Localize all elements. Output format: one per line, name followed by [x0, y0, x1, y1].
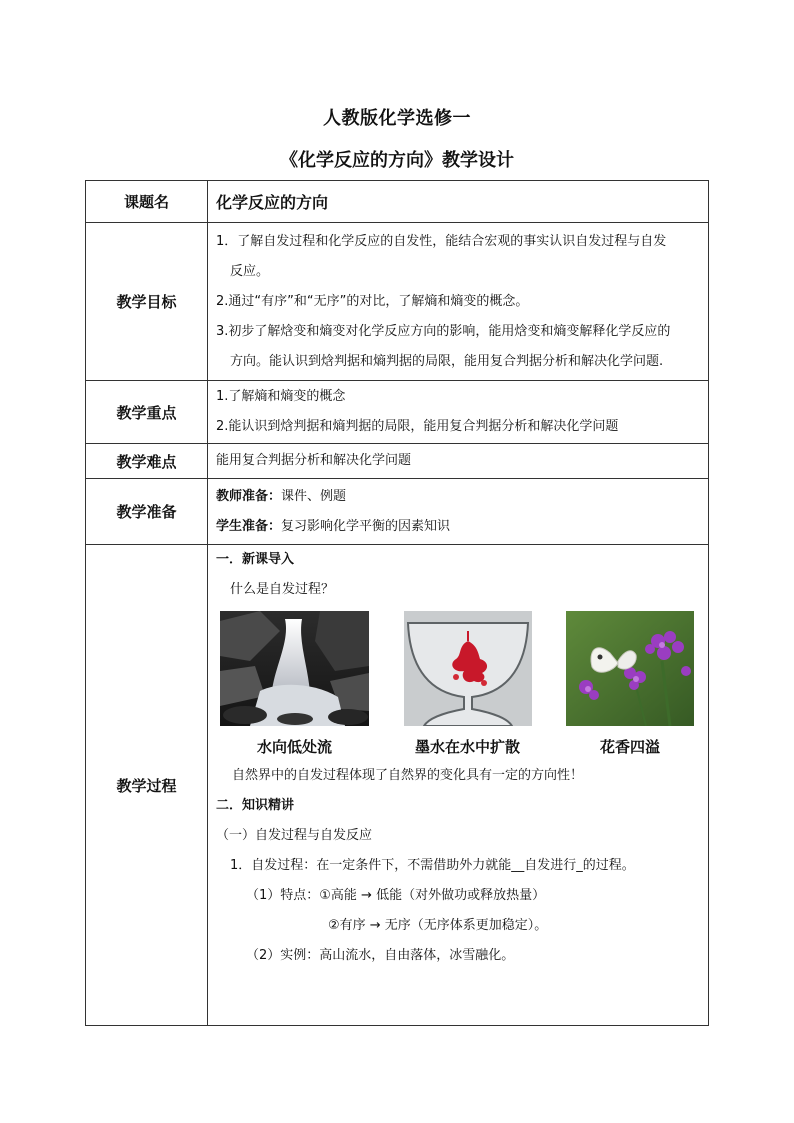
definition-line: 1．自发过程：在一定条件下，不需借助外力就能__自发进行_的过程。 — [230, 858, 635, 873]
goal-line: 反应。 — [230, 263, 270, 279]
summary-line: 自然界中的自发过程体现了自然界的变化具有一定的方向性！ — [232, 768, 584, 783]
teacher-prep-label: 教师准备： — [216, 488, 282, 504]
goals-label: 教学目标 — [86, 223, 208, 381]
feature-line-2: ②有序 → 无序（无序体系更加稳定）。 — [328, 918, 548, 933]
row-goals — [86, 223, 709, 381]
student-prep-line — [216, 512, 700, 542]
difficulties-value: 能用复合判据分析和解决化学问题 — [216, 453, 412, 468]
teacher-prep-value: 课件、例题 — [281, 488, 347, 504]
flower-butterfly-image — [566, 611, 694, 726]
difficulties-label: 教学难点 — [86, 444, 208, 479]
row-preparation — [86, 479, 709, 545]
photo-caption: 墨水在水中扩散 — [414, 738, 520, 756]
student-prep-value: 复习影响化学平衡的因素知识 — [281, 518, 451, 534]
goals-cell — [208, 223, 709, 381]
teacher-prep-line — [216, 482, 700, 512]
process-cell — [208, 545, 709, 1026]
subsection-heading: （一）自发过程与自发反应 — [216, 828, 373, 843]
photo-caption: 花香四溢 — [599, 738, 660, 756]
goal-line: 2.通过“有序”和“无序”的对比，了解熵和熵变的概念。 — [216, 293, 529, 309]
section2-heading: 二．知识精讲 — [216, 798, 295, 813]
row-process — [86, 545, 709, 1026]
photo-flower — [566, 611, 694, 757]
photo-waterfall — [220, 611, 369, 757]
preparation-label: 教学准备 — [86, 479, 208, 545]
goal-line: 3.初步了解焓变和熵变对化学反应方向的影响，能用焓变和熵变解释化学反应的 — [216, 323, 671, 339]
key-point-line: 1.了解熵和熵变的概念 — [216, 389, 346, 404]
difficulties-cell — [208, 444, 709, 479]
ink-in-water-image — [404, 611, 532, 726]
goal-line: 1．了解自发过程和化学反应的自发性，能结合宏观的事实认识自发过程与自发 — [216, 233, 667, 249]
section1-heading: 一．新课导入 — [216, 552, 295, 567]
lesson-plan-table — [85, 180, 709, 1026]
row-difficulties — [86, 444, 709, 479]
process-label: 教学过程 — [86, 545, 208, 1026]
key-points-label: 教学重点 — [86, 381, 208, 444]
topic-label: 课题名 — [86, 181, 208, 223]
row-topic — [86, 181, 709, 223]
goal-line: 方向。能认识到焓判据和熵判据的局限，能用复合判据分析和解决化学问题. — [230, 353, 664, 369]
topic-cell — [208, 181, 709, 223]
intro-question: 什么是自发过程？ — [230, 582, 335, 597]
document-title-line2: 《化学反应的方向》教学设计 — [280, 150, 514, 171]
example-photos — [216, 611, 700, 757]
document-title-line1: 人教版化学选修一 — [323, 108, 471, 129]
preparation-cell — [208, 479, 709, 545]
topic-value: 化学反应的方向 — [216, 193, 329, 212]
photo-ink — [404, 611, 532, 757]
photo-caption: 水向低处流 — [256, 738, 332, 756]
key-points-cell — [208, 381, 709, 444]
feature-line-1: （1）特点：①高能 → 低能（对外做功或释放热量） — [246, 888, 546, 903]
examples-line: （2）实例：高山流水，自由落体，冰雪融化。 — [246, 948, 515, 963]
student-prep-label: 学生准备： — [216, 518, 282, 534]
waterfall-image — [220, 611, 369, 726]
row-key-points — [86, 381, 709, 444]
key-point-line: 2.能认识到焓判据和熵判据的局限，能用复合判据分析和解决化学问题 — [216, 419, 619, 434]
